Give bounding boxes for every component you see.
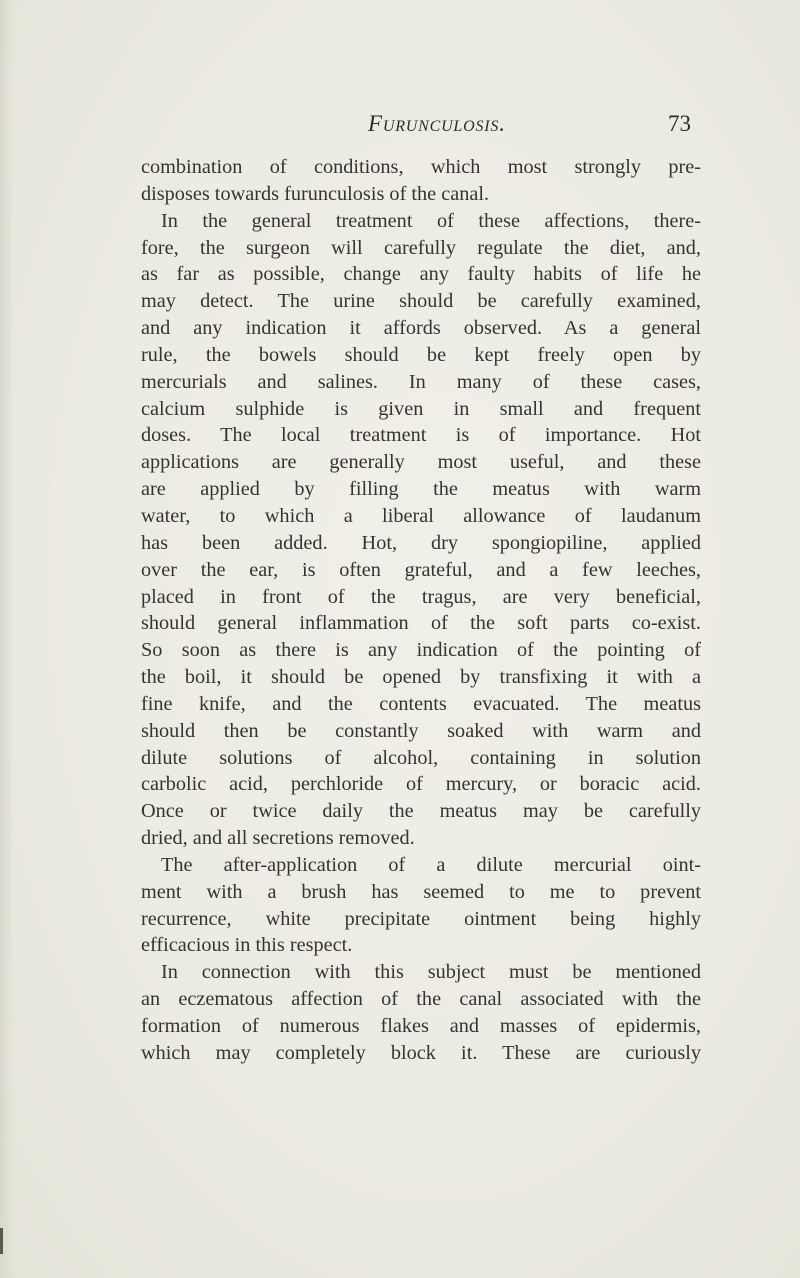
text-line: ment with a brush has seemed to me to prevent [141,880,701,903]
text-line: mercurials and salines. In many of these cases, [141,370,701,393]
text-line: which may completely block it. These are curiously [141,1041,701,1064]
page-edge-mark [0,1228,3,1254]
page-gutter-shadow [0,0,14,1278]
text-line: fine knife, and the contents evacuated. The meatus [141,692,701,715]
text-line: So soon as there is any indication of the pointing of [141,639,701,662]
text-line: placed in front of the tragus, are very beneficial, [141,585,701,608]
running-title: Furunculosis. [368,111,506,136]
text-line: rule, the bowels should be kept freely open by [141,343,701,366]
text-line: Once or twice daily the meatus may be carefully [141,800,701,823]
text-line: dried, and all secretions removed. [141,827,415,850]
text-line: fore, the surgeon will carefully regulate the diet, and, [141,236,701,259]
text-line: applications are generally most useful, and these [141,451,701,474]
text-line: an eczematous affection of the canal associated with the [141,988,701,1011]
text-line: should general inflammation of the soft parts co-exist. [141,612,701,635]
text-line: are applied by filling the meatus with warm [141,478,701,501]
text-line: carbolic acid, perchloride of mercury, or boracic acid. [141,773,701,796]
text-line: may detect. The urine should be carefully examined, [141,290,701,313]
text-line: calcium sulphide is given in small and frequent [141,397,701,420]
text-line: efficacious in this respect. [141,934,353,957]
text-line: and any indication it affords observed. As a general [141,317,701,340]
text-line: formation of numerous flakes and masses of epidermis, [141,1015,701,1037]
text-line: dilute solutions of alcohol, containing in solution [141,746,701,769]
text-line: water, to which a liberal allowance of laudanum [141,504,701,527]
text-line: disposes towards furunculosis of the canal. [141,182,490,205]
text-line: as far as possible, change any faulty habits of life he [141,263,701,286]
text-line: should then be constantly soaked with warm and [141,719,701,742]
text-line: In the general treatment of these affections, there- [161,209,701,232]
text-line: In connection with this subject must be mentioned [161,961,701,984]
text-line: over the ear, is often grateful, and a few leeches, [141,558,701,581]
text-line: the boil, it should be opened by transfixing it with a [141,666,701,689]
running-head [0,111,800,141]
text-line: combination of conditions, which most strongly pre- [141,156,701,178]
page-number: 73 [668,111,691,136]
text-line: The after-application of a dilute mercurial oint- [161,853,701,876]
text-line: has been added. Hot, dry spongiopiline, applied [141,531,701,554]
body-text [141,154,701,1067]
text-line: doses. The local treatment is of importance. Hot [141,424,701,447]
text-line: recurrence, white precipitate ointment being highly [141,907,701,930]
